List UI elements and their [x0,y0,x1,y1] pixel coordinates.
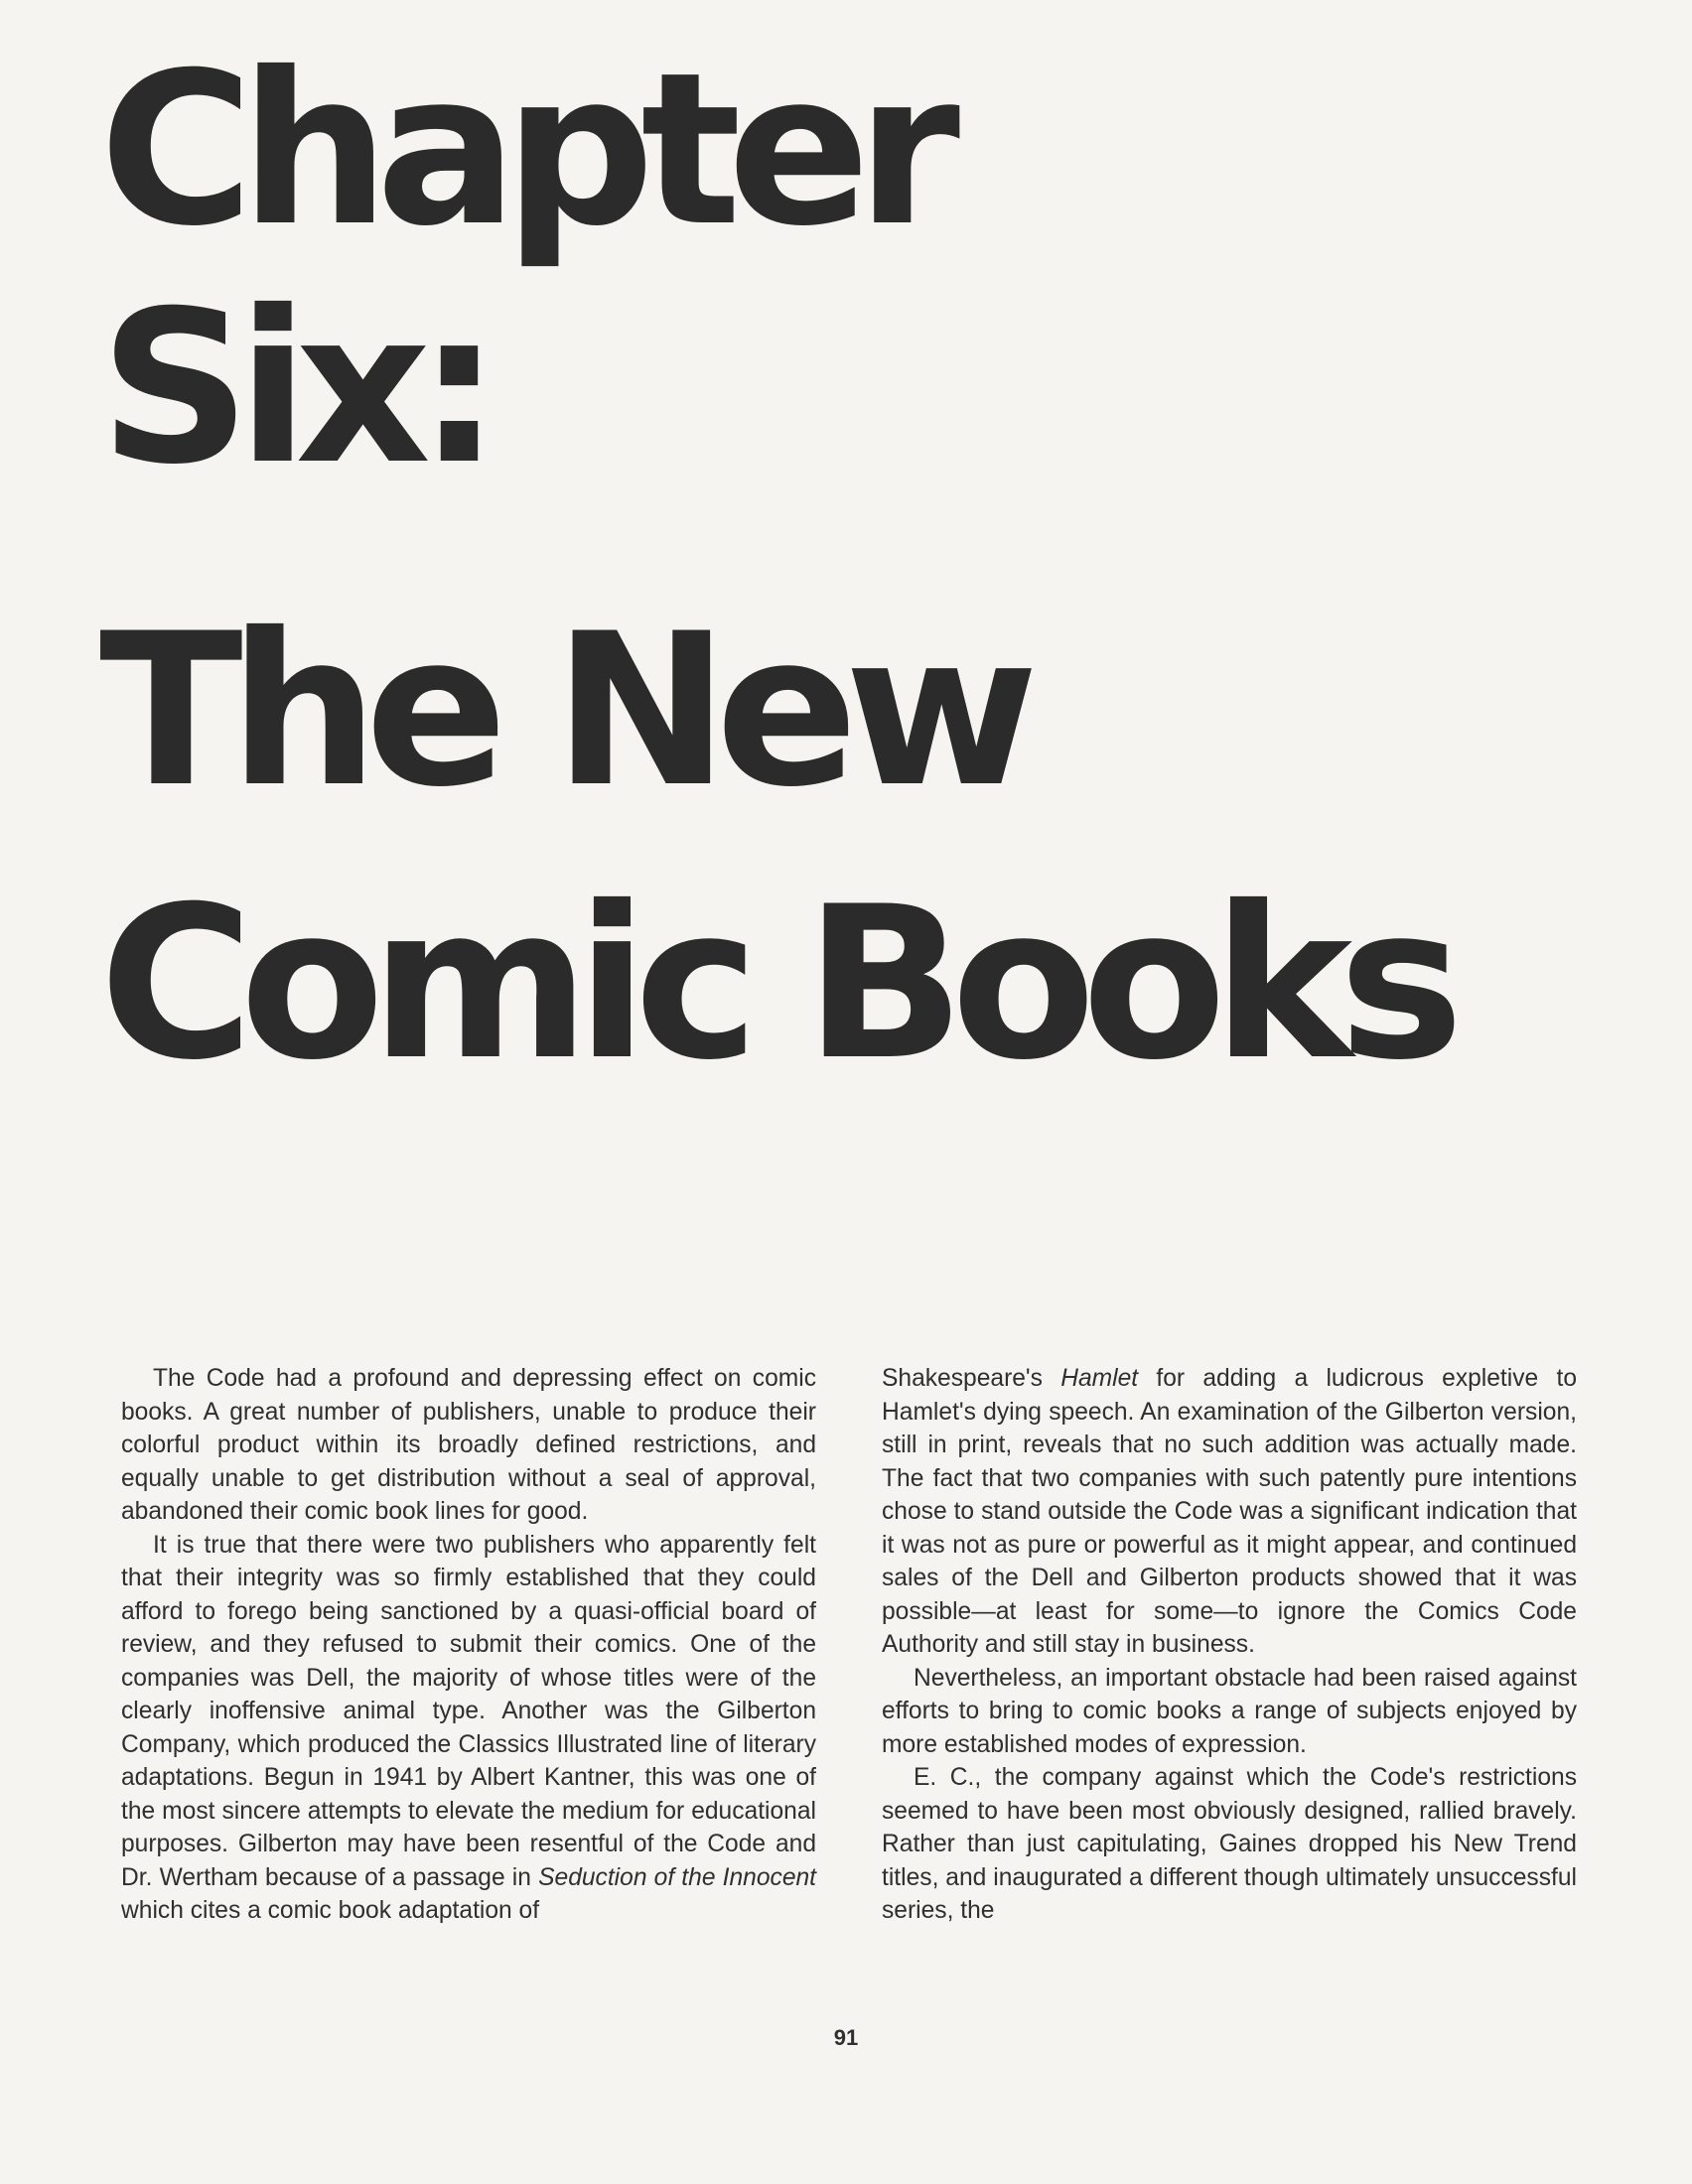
chapter-title-line-4: Comic Books [99,861,1451,1106]
paragraph-text: Shakespeare's [882,1365,1061,1392]
paragraph: Nevertheless, an important obstacle had been raised against efforts to bring to comic books a range of subjects enjoyed by more established modes of expression. [882,1664,1577,1758]
body-text [121,1362,1577,1928]
chapter-title-line-2: Six: [99,265,488,510]
paragraph: E. C., the company against which the Code's restrictions seemed to have been most obviously designed, rallied bravely. Rather than just capitulating, Gaines dropped his New Trend titles, and inaugurated a different though ultimately unsuccessful series, the [882,1764,1577,1924]
paragraph [121,1529,816,1928]
paragraph: The Code had a profound and depressing effect on comic books. A great number of publishers, unable to produce their colorful product within its broadly defined restrictions, and equally unable to get distribution without a seal of approval, abandoned their comic book lines for good. [121,1365,816,1525]
chapter-title-line-3: The New [99,588,1026,833]
paragraph [882,1362,1577,1662]
play-title-italic: Hamlet [1060,1365,1139,1392]
paragraph-text: It is true that there were two publishers who apparently felt that their integrity was so firmly established that they could afford to forego being sanctioned by a quasi-official board of review, and they refused to submit their comics. One of the companies was Dell, the majority of whose titles were of the clearly inoffensive animal type. Another was the Gilberton Company, which produced the Classics Illustrated line of literary adaptations. Begun in 1941 by Albert Kantner, this was one of the most sincere attempts to elevate the medium for educational purposes. Gilberton may have been resentful of the Code and Dr. Wertham because of a passage in [121,1531,816,1891]
book-title-italic: Seduction of the Innocent [538,1863,817,1891]
left-column [121,1362,816,1928]
right-column [882,1362,1577,1928]
chapter-title-line-1: Chapter [99,27,946,272]
paragraph-text: for adding a ludicrous expletive to Hamlet's dying speech. An examination of the Gilberton version, still in print, reveals that no such addition was actually made. The fact that two companies with such patently pure intentions chose to stand outside the Code was a significant indication that it was not as pure or powerful as it might appear, and continued sales of the Dell and Gilberton products showed that it was possible—at least for some—to ignore the Comics Code Authority and still stay in business. [882,1365,1577,1658]
paragraph-text: which cites a comic book adaptation of [121,1897,540,1924]
page-number: 91 [833,2025,859,2050]
